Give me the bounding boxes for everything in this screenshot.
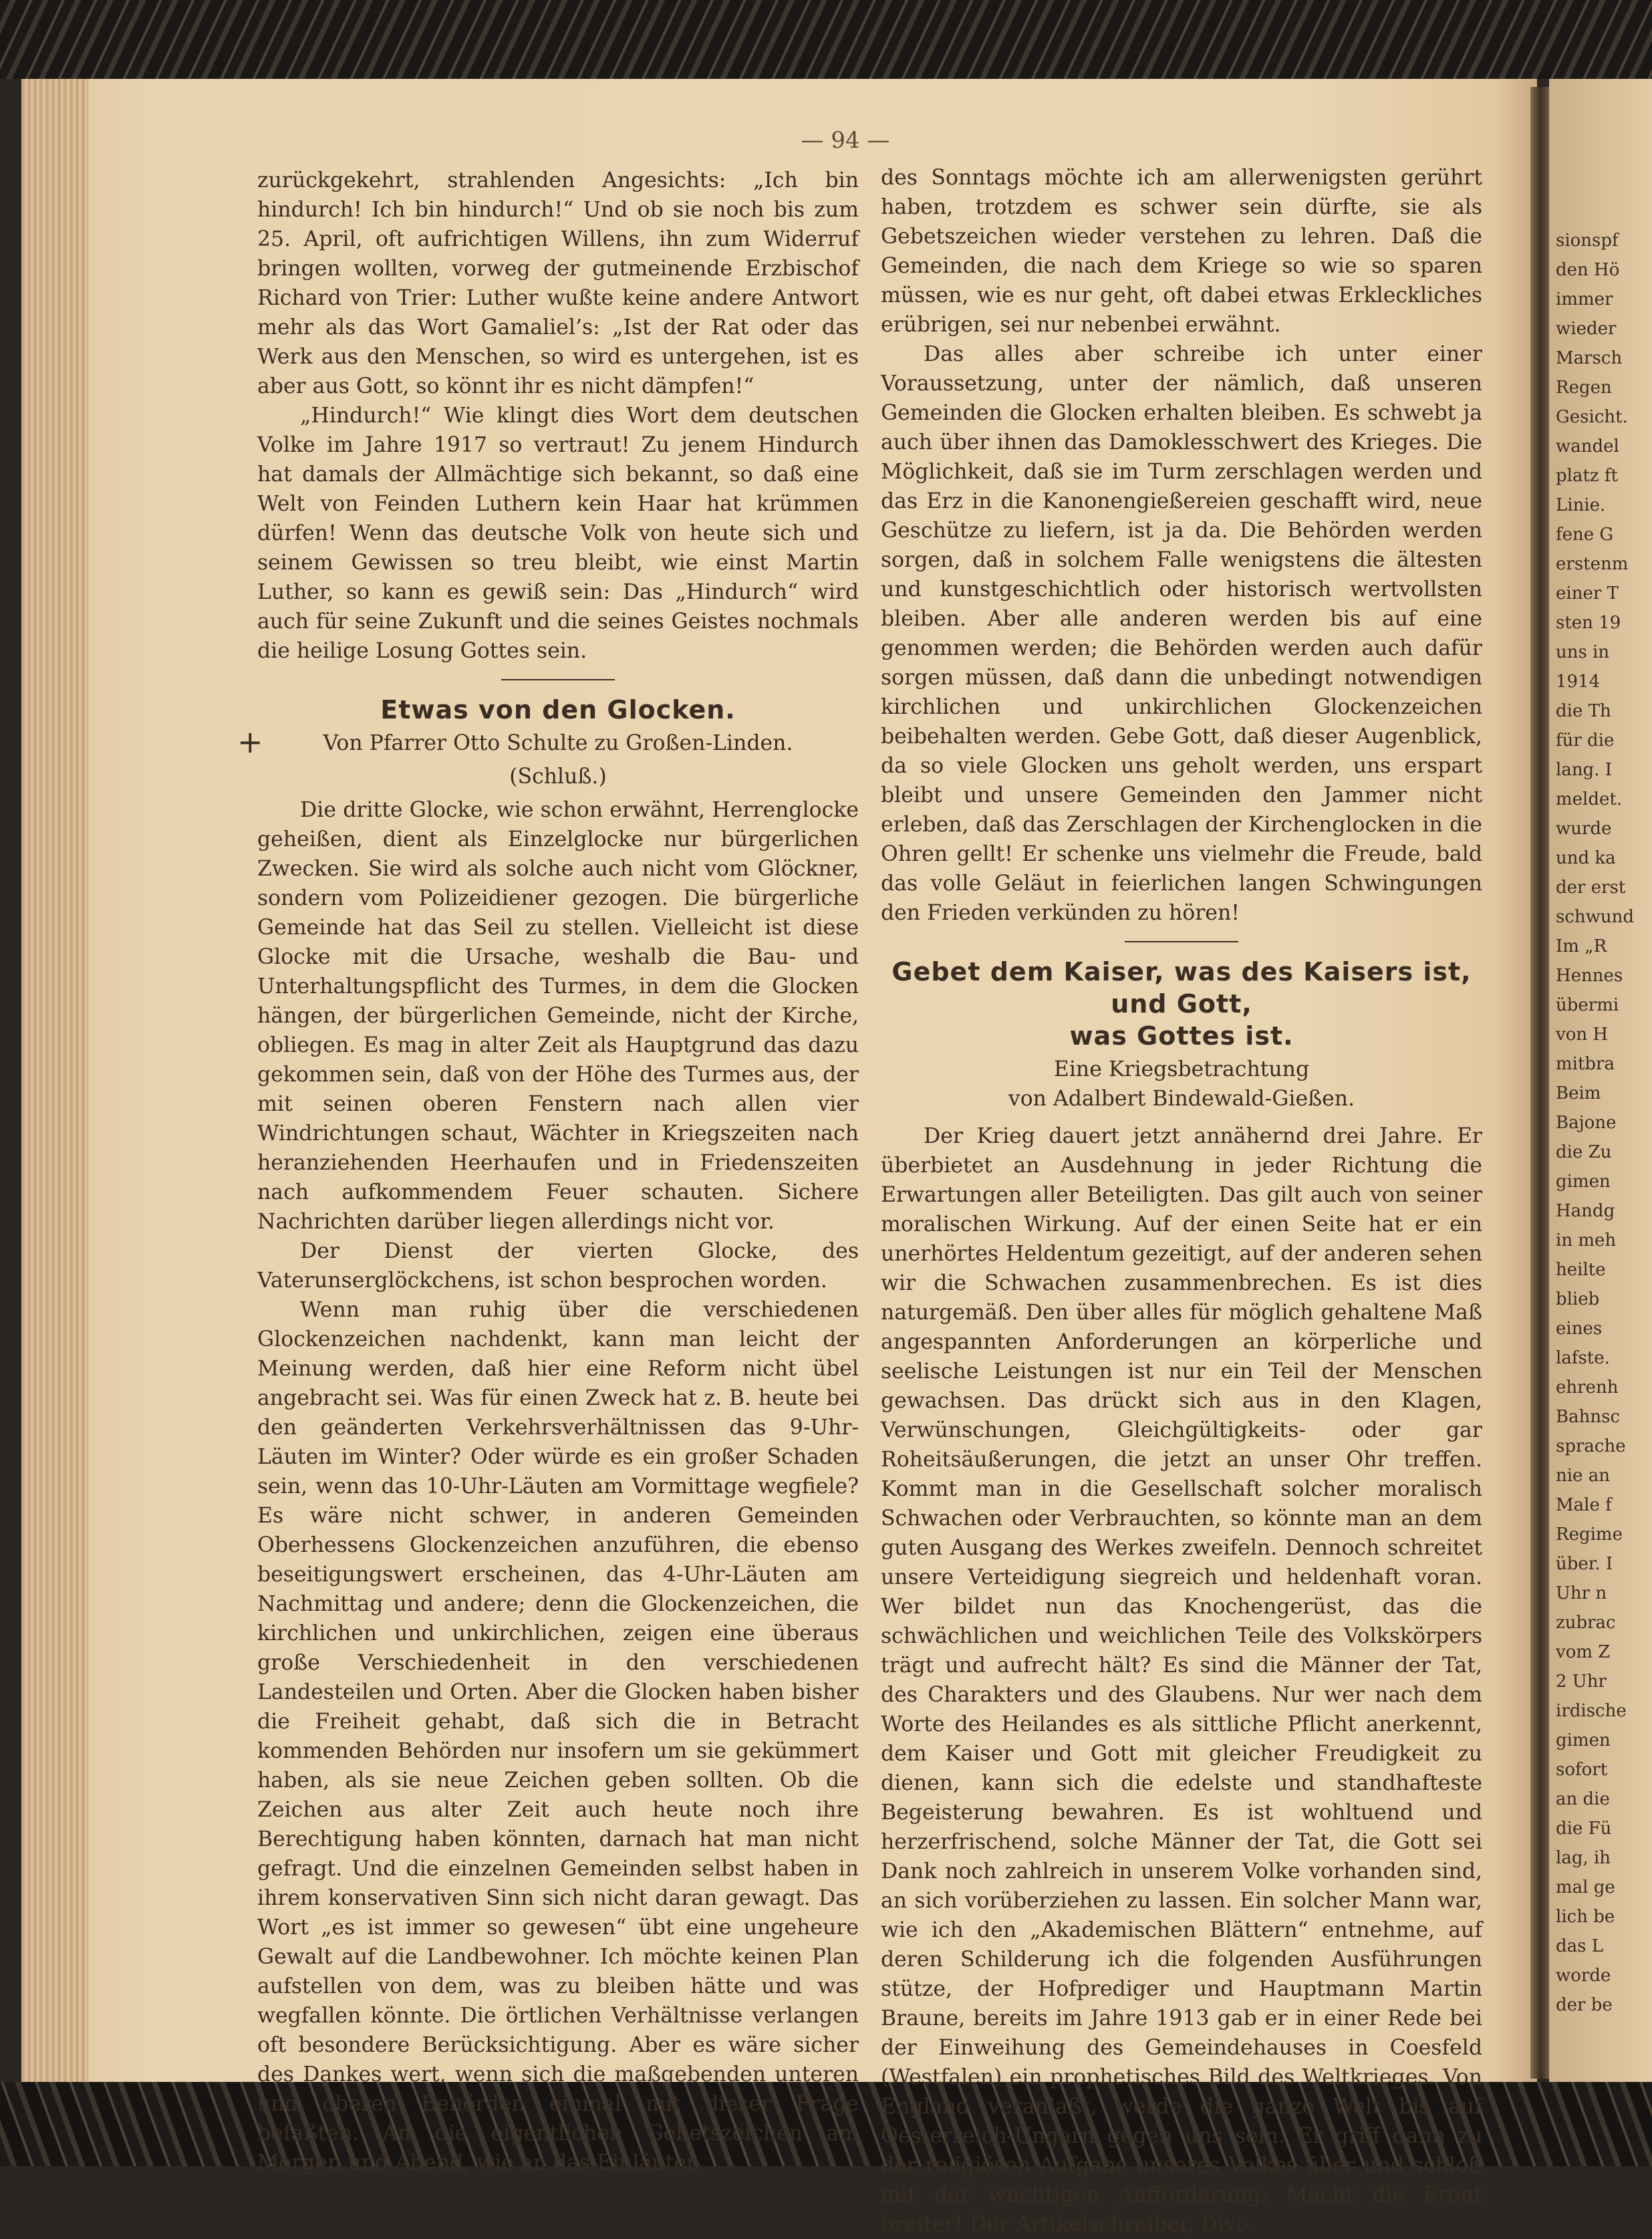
facing-page-line: für die: [1556, 731, 1615, 751]
article-paragraph: Der Krieg dauert jetzt annähernd drei Jahre. Er überbietet an Ausdehnung in jeder Richtung die Erwartungen aller Beteiligten. Das gilt auch von seiner moralischen Wirkung. Auf der einen Seite hat er ein unerhörtes Heldentum gezeitigt, auf der anderen sehen wir die Schwachen zusammenbrechen. Es ist dies naturgemäß. Den über alles für möglich gehaltene Maß angespannten Anforderungen an körperliche und seelische Leistungen ist nur ein Teil der Menschen gewachsen. Das drückt sich aus in den Klagen, Verwünschungen, Gleichgültigkeits- oder gar Roheitsäußerungen, die jetzt an unser Ohr treffen. Kommt man in die Gesellschaft solcher moralisch Schwachen oder Verbrauchten, so könnte man an dem guten Ausgang des Werkes zweifeln. Dennoch schreitet unsere Verteidigung siegreich und heldenhaft voran. Wer bildet nun das Knochengerüst, das die schwächlichen und weichlichen Teile des Volkskörpers trägt und aufrecht hält? Es sind die Männer der Tat, des Charakters und des Glaubens. Nur wer nach dem Worte des Heilandes es als sittliche Pflicht anerkennt, dem Kaiser und Gott mit gleicher Freudigkeit zu dienen, kann sich die edelste und standhafteste Begeisterung bewahren. Es ist wohltuend und herzerfrischend, solche Männer der Tat, die Gott sei Dank noch zahlreich in unserem Volke vorhanden sind, an sich vorüberziehen zu lassen. Ein solcher Mann war, wie ich den „Akademischen Blättern“ entnehme, auf deren Schilderung ich die folgenden Ausführungen stütze, der Hofprediger und Hauptmann Martin Braune, bereits im Jahre 1913 gab er in einer Rede bei der Einweihung des Gemeindehauses in Coesfeld (Westfalen) ein prophetisches Bild des Weltkrieges. Von England veranlaßt, werde die ganze Welt bis auf Oesterreich-Ungarn gegen uns sein. Er griff dann zu der religiösen Aufgabe unseres Volkes über und schloß mit der wuchtigen Aufforderung: Macht die Front breiter! Der Artikelschreiber, Divi-: [881, 1124, 1482, 2236]
facing-page-line: die Zu: [1556, 1142, 1612, 1162]
facing-page-line: schwund: [1556, 907, 1635, 927]
facing-page-line: sten 19: [1556, 613, 1621, 633]
facing-page-text: [1556, 226, 1649, 2020]
marbled-edge-top: [0, 0, 1652, 79]
facing-page-line: irdische: [1556, 1701, 1627, 1721]
facing-page-line: Beim: [1556, 1083, 1601, 1103]
article-title: Etwas von den Glocken.: [380, 695, 736, 725]
facing-page-line: lag, ih: [1556, 1848, 1611, 1868]
facing-page-line: sofort: [1556, 1760, 1608, 1780]
facing-page-line: gimen: [1556, 1730, 1611, 1750]
facing-page-line: einer T: [1556, 583, 1619, 604]
continuation-paragraph: des Sonntags möchte ich am allerwenigsten gerührt haben, trotzdem es schwer sein dürfte, sie als Gebetszeichen wieder verstehen zu lehren. Daß die Gemeinden, die nach dem Kriege so wie so sparen müssen, wie es nur geht, oft dabei etwas Erkleckliches erübrigen, sei nur nebenbei erwähnt.: [881, 166, 1482, 337]
facing-page-line: sprache: [1556, 1436, 1626, 1456]
facing-page-line: das L: [1556, 1936, 1604, 1956]
facing-page-line: Gesicht.: [1556, 407, 1628, 427]
facing-page-line: mitbra: [1556, 1054, 1615, 1074]
facing-page-line: in meh: [1556, 1230, 1617, 1250]
facing-page-line: Handg: [1556, 1201, 1615, 1221]
facing-page-line: 2 Uhr: [1556, 1672, 1607, 1692]
facing-page-line: die Fü: [1556, 1819, 1612, 1839]
section-divider: [501, 679, 615, 680]
facing-page-line: Linie.: [1556, 495, 1606, 515]
intro-paragraph: zurückgekehrt, strahlenden Angesichts: „Ich bin hindurch! Ich bin hindurch!“ Und ob sie noch bis zum 25. April, oft aufrichtigen Willens, ihn zum Widerruf bringen wollten, vorweg der gutmeinende Erzbischof Richard von Trier: Luther wußte keine andere Antwort mehr als das Wort Gamaliel’s: „Ist der Rat oder das Werk aus den Menschen, so wird es untergehen, ist es aber aus Gott, so könnt ihr es nicht dämpfen!“: [257, 168, 859, 398]
facing-page-line: Hennes: [1556, 966, 1623, 986]
facing-page-line: den Hö: [1556, 260, 1620, 280]
facing-page-line: mal ge: [1556, 1877, 1615, 1897]
page-stack-edge: [21, 79, 88, 2082]
left-column: [257, 166, 859, 2178]
section-divider: [1125, 941, 1238, 942]
facing-page-line: Regen: [1556, 378, 1612, 398]
facing-page-line: zubrac: [1556, 1613, 1616, 1633]
facing-page-line: wurde: [1556, 819, 1612, 839]
facing-page-line: übermi: [1556, 995, 1619, 1015]
facing-page-line: meldet.: [1556, 789, 1623, 809]
facing-page-line: nie an: [1556, 1466, 1610, 1486]
facing-page-line: von H: [1556, 1025, 1609, 1045]
facing-page-line: 1914: [1556, 672, 1601, 692]
facing-page-line: platz ft: [1556, 466, 1618, 486]
page-number: — 94 —: [801, 127, 890, 154]
facing-page: [1549, 79, 1652, 2082]
facing-page-line: eines: [1556, 1319, 1603, 1339]
facing-page-line: lang. I: [1556, 760, 1613, 780]
continuation-paragraph: Das alles aber schreibe ich unter einer Voraussetzung, unter der nämlich, daß unseren Gemeinden die Glocken erhalten bleiben. Es schwebt ja auch über ihnen das Damoklesschwert des Krieges. Die Möglichkeit, daß sie im Turm zerschlagen werden und das Erz in die Kanonengießereien geschafft wird, neue Geschütze zu liefern, ist ja da. Die Behörden werden sorgen, daß in solchem Falle wenigstens die ältesten und kunstgeschichtlich oder historisch wertvollsten bleiben. Aber alle anderen werden bis auf eine genommen werden; die Behörden werden auch dafür sorgen müssen, daß dann die unbedingt notwendigen kirchlichen und unkirchlichen Glockenzeichen beibehalten werden. Gebe Gott, daß dieser Augenblick, da so viele Glocken uns geholt werden, uns erspart bleibt und unsere Gemeinden den Jammer nicht erleben, daß das Zerschlagen der Kirchenglocken in die Ohren gellt! Er schenke uns vielmehr die Freude, bald das volle Geläut in feierlichen langen Schwingungen den Frieden verkünden zu hören!: [881, 342, 1482, 925]
article-subtitle: Eine Kriegsbetrachtung: [1053, 1057, 1310, 1081]
facing-page-line: erstenm: [1556, 554, 1629, 574]
article-title-line-1: Gebet dem Kaiser, was des Kaisers ist, und Gott,: [891, 957, 1472, 1019]
facing-page-line: an die: [1556, 1789, 1610, 1809]
facing-page-line: lich be: [1556, 1907, 1615, 1927]
facing-page-line: sionspf: [1556, 231, 1619, 251]
facing-page-line: wieder: [1556, 319, 1617, 339]
article-title-line-2: was Gottes ist.: [1069, 1021, 1294, 1051]
article-paragraph: Wenn man ruhig über die verschiedenen Glockenzeichen nachdenkt, kann man leicht der Meinung werden, daß hier eine Reform nicht übel angebracht sei. Was für einen Zweck hat z. B. heute bei den geänderten Verkehrsverhältnissen das 9-Uhr-Läuten im Winter? Oder würde es ein großer Schaden sein, wenn das 10-Uhr-Läuten am Vormittage wegfiele? Es wäre nicht schwer, in anderen Gemeinden Oberhessens Glockenzeichen anzuführen, die ebenso beseitigungswert erscheinen, das 4-Uhr-Läuten am Nachmittag und andere; denn die Glockenzeichen, die kirchlichen und unkirchlichen, zeigen eine überaus große Verschiedenheit in den verschiedenen Landesteilen und Orten. Aber die Glocken haben bisher die Freiheit gehabt, daß sich die in Betracht kommenden Behörden nur insofern um sie gekümmert haben, als sie neue Zeichen geben sollten. Ob die Zeichen aus alter Zeit auch heute noch ihre Berechtigung haben könnten, darnach hat man nicht gefragt. Und die einzelnen Gemeinden selbst haben in ihrem konservativen Sinn sich nicht daran gewagt. Das Wort „es ist immer so gewesen“ übt eine ungeheure Gewalt auf die Landbewohner. Ich möchte keinen Plan aufstellen von dem, was zu bleiben hätte und was wegfallen könnte. Die örtlichen Verhältnisse verlangen oft besondere Berücksichtigung. Aber es wäre sicher des Dankes wert, wenn sich die maßgebenden unteren und oberen Behörden einmal mit dieser Frage befaßten. An die eigentlichen Gebetszeichen am Morgen und Abend, wie an das Einläuten: [257, 1298, 859, 2175]
facing-page-line: wandel: [1556, 436, 1619, 456]
facing-page-line: blieb: [1556, 1289, 1600, 1309]
article-paragraph: Der Dienst der vierten Glocke, des Vaterunserglöckchens, ist schon besprochen worden.: [257, 1239, 859, 1293]
facing-page-line: Uhr n: [1556, 1583, 1607, 1603]
article-paragraph: Die dritte Glocke, wie schon erwähnt, Herrenglocke geheißen, dient als Einzelglocke nur bürgerlichen Zwecken. Sie wird als solche auch nicht vom Glöckner, sondern vom Polizeidiener gezogen. Die bürgerliche Gemeinde hat das Seil zu stellen. Vielleicht ist diese Glocke mit die Ursache, weshalb die Bau- und Unterhaltungspflicht des Turmes, in dem die Glocken hängen, der bürgerlichen Gemeinde, nicht der Kirche, obliegen. Es mag in alter Zeit als Hauptgrund das dazu gekommen sein, daß von der Höhe des Turmes aus, der mit seinen oberen Fenstern nach allen vier Windrichtungen schaut, Wächter in Kriegszeiten nach heranziehenden Heerhaufen und in Friedenszeiten nach aufkommendem Feuer schauten. Sichere Nachrichten darüber liegen allerdings nicht vor.: [257, 798, 859, 1234]
facing-page-line: gimen: [1556, 1172, 1611, 1192]
facing-page-line: Im „R: [1556, 936, 1607, 956]
facing-page-line: vom Z: [1556, 1642, 1611, 1662]
facing-page-line: uns in: [1556, 642, 1610, 662]
facing-page-line: der be: [1556, 1995, 1613, 2015]
facing-page-line: Bajone: [1556, 1113, 1617, 1133]
pencil-cross-mark: +: [237, 724, 263, 760]
facing-page-line: lafste.: [1556, 1348, 1610, 1368]
facing-page-line: die Th: [1556, 701, 1611, 721]
facing-page-line: ehrenh: [1556, 1377, 1619, 1398]
facing-page-line: Regime: [1556, 1525, 1623, 1545]
intro-paragraph: „Hindurch!“ Wie klingt dies Wort dem deutschen Volke im Jahre 1917 so vertraut! Zu jenem Hindurch hat damals der Allmächtige sich bekannt, so daß eine Welt von Feinden Luthern kein Haar hat krümmen dürfen! Wenn das deutsche Volk von heute sich und seinem Gewissen so treu bleibt, wie einst Martin Luther, so kann es gewiß sein: Das „Hindurch“ wird auch für seine Zukunft und die seines Geistes nochmals die heilige Losung Gottes sein.: [257, 404, 859, 663]
facing-page-line: der erst: [1556, 878, 1626, 898]
right-column: [881, 163, 1482, 2239]
facing-page-line: worde: [1556, 1966, 1611, 1986]
facing-page-line: über. I: [1556, 1554, 1613, 1574]
facing-page-line: fene G: [1556, 525, 1614, 545]
article-note: (Schluß.): [509, 765, 607, 789]
facing-page-line: immer: [1556, 289, 1613, 309]
facing-page-line: und ka: [1556, 848, 1616, 868]
facing-page-line: Male f: [1556, 1495, 1612, 1515]
book-gutter: [1530, 87, 1550, 2079]
facing-page-line: heilte: [1556, 1260, 1606, 1280]
facing-page-line: Marsch: [1556, 348, 1623, 368]
article-byline: Von Pfarrer Otto Schulte zu Großen-Linden.: [323, 731, 793, 755]
facing-page-line: Bahnsc: [1556, 1407, 1621, 1427]
article-byline: von Adalbert Bindewald-Gießen.: [1008, 1087, 1355, 1111]
